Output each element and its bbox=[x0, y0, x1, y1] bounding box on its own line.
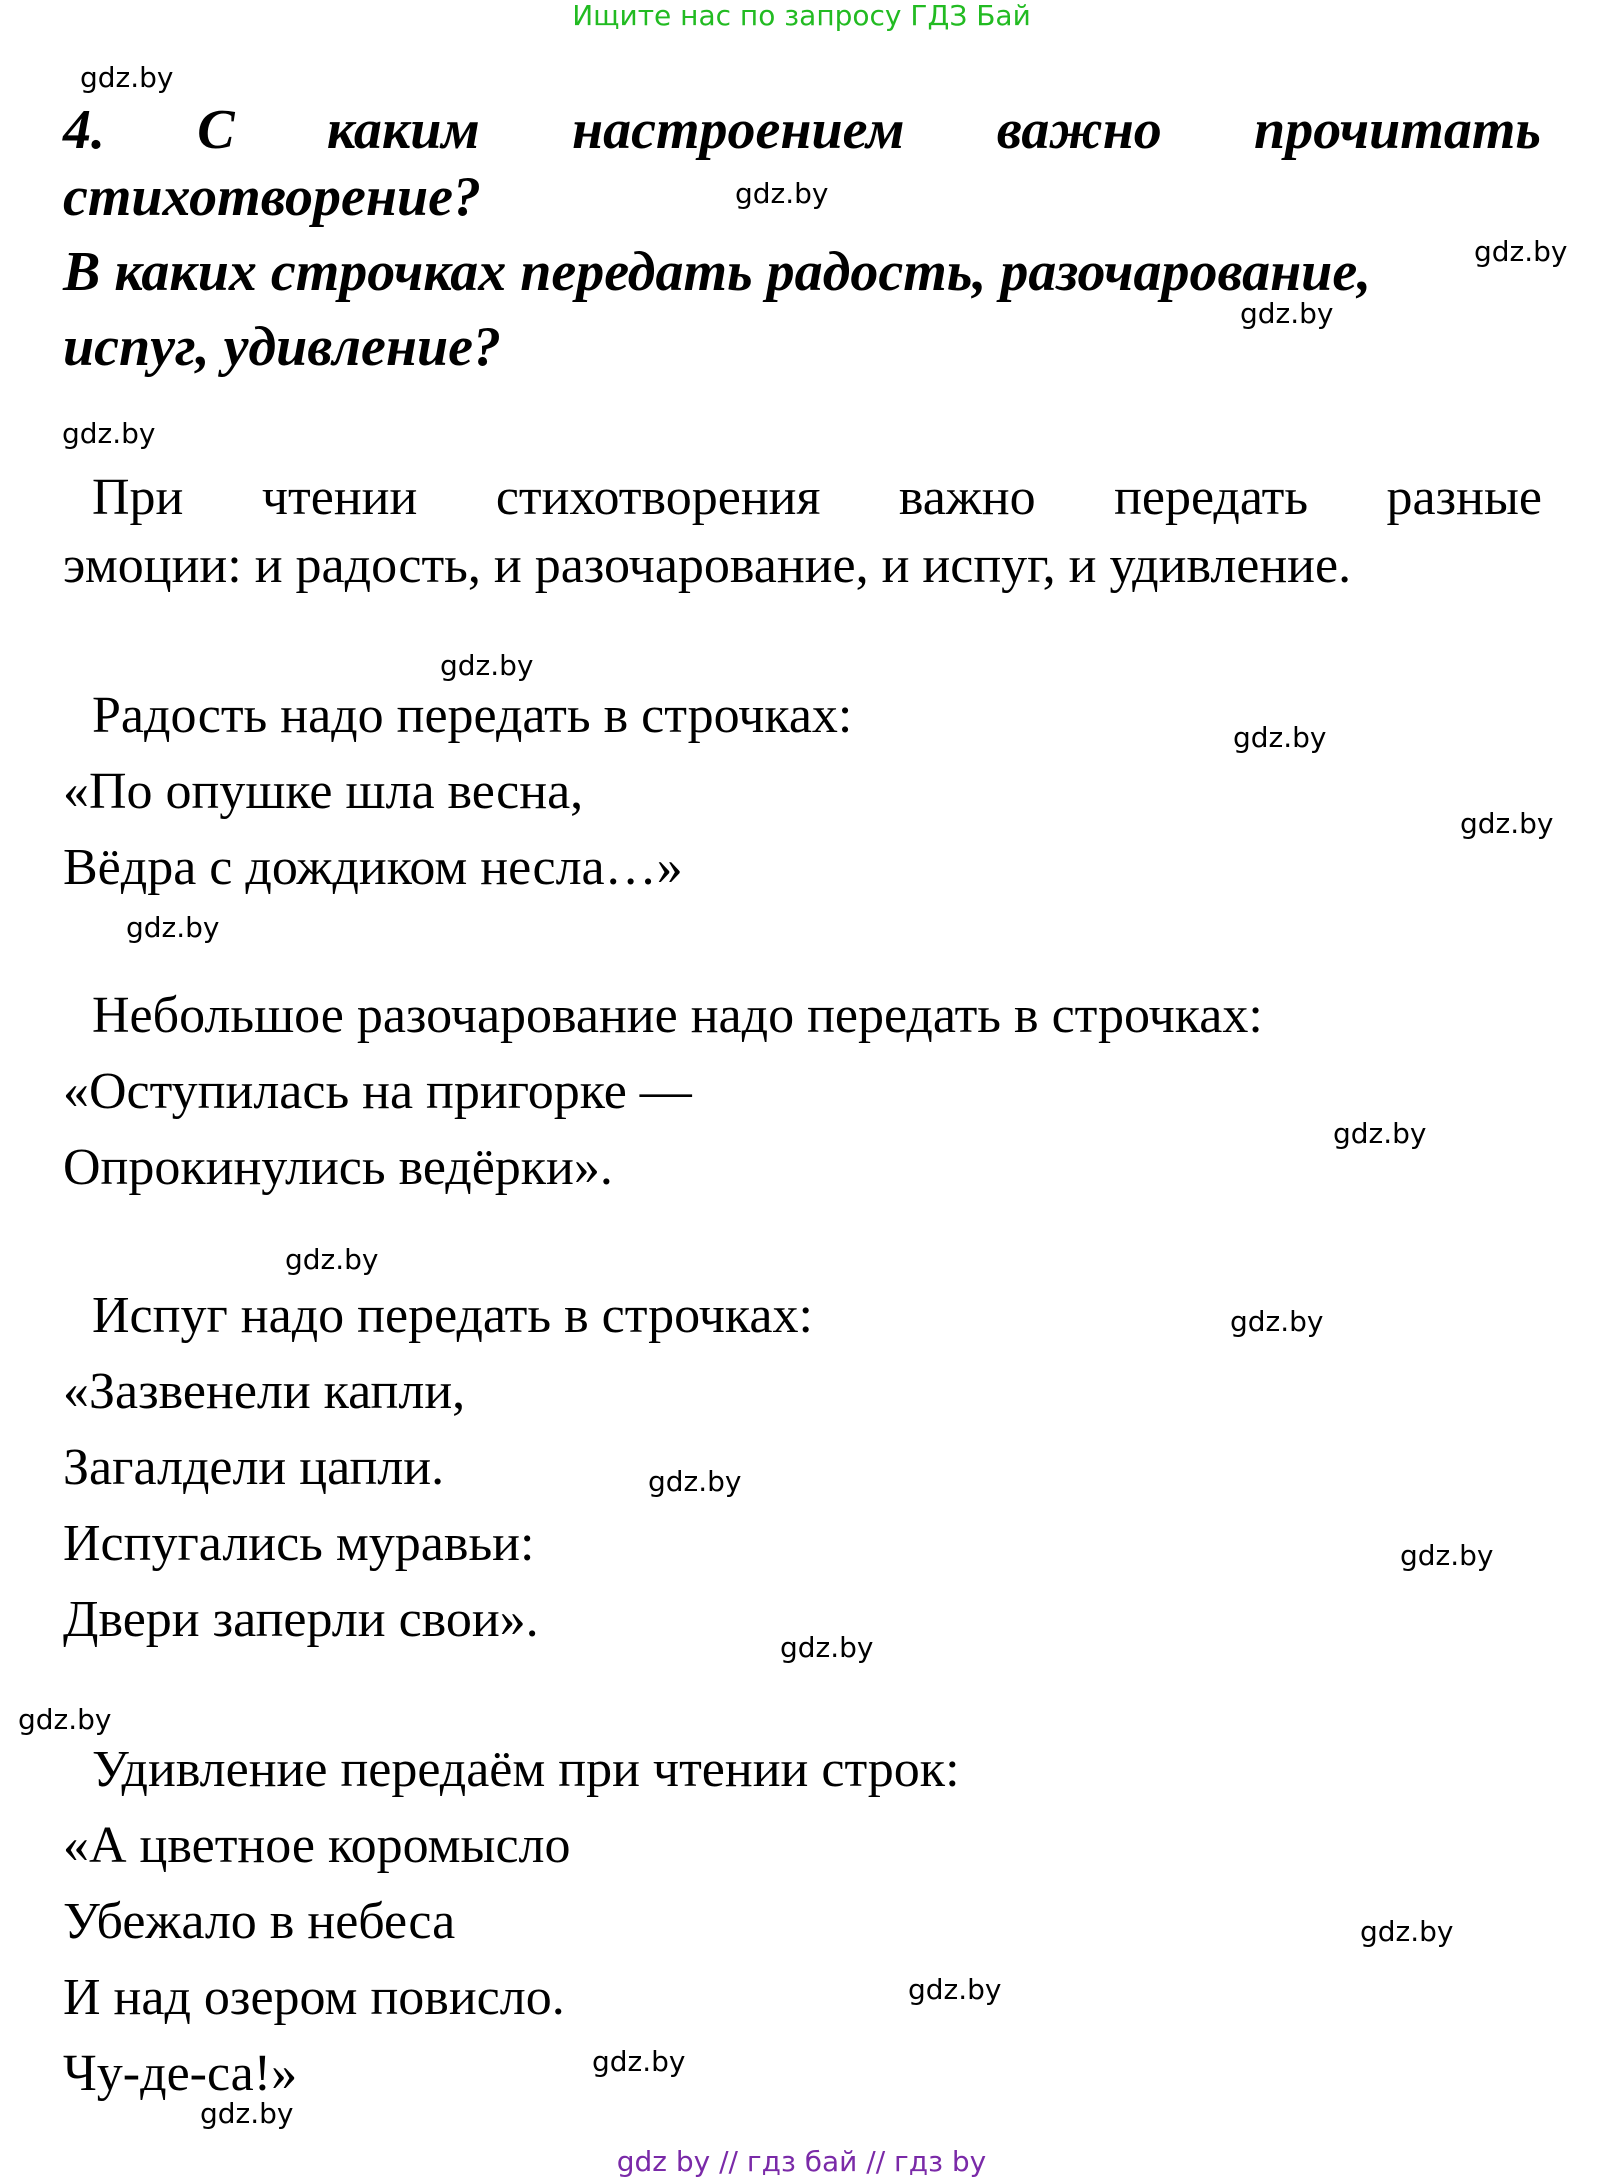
question-word: важно bbox=[996, 99, 1162, 161]
watermark: gdz.by bbox=[908, 1973, 1002, 2006]
question-word: каким bbox=[326, 99, 480, 161]
question-line-4: испуг, удивление? bbox=[63, 316, 501, 378]
watermark: gdz.by bbox=[80, 61, 174, 94]
intro-word: важно bbox=[898, 469, 1036, 526]
watermark: gdz.by bbox=[1333, 1117, 1427, 1150]
watermark: gdz.by bbox=[200, 2097, 294, 2130]
poem-line: Опрокинулись ведёрки». bbox=[63, 1139, 613, 1196]
intro-word: При bbox=[92, 469, 184, 526]
top-banner: Ищите нас по запросу ГДЗ Бай bbox=[572, 0, 1031, 32]
question-word: прочитать bbox=[1254, 99, 1541, 161]
intro-line-2: эмоции: и радость, и разочарование, и испуг, и удивление. bbox=[63, 537, 1352, 594]
watermark: gdz.by bbox=[440, 649, 534, 682]
watermark: gdz.by bbox=[126, 911, 220, 944]
watermark: gdz.by bbox=[1400, 1539, 1494, 1572]
watermark: gdz.by bbox=[648, 1465, 742, 1498]
question-word: С bbox=[197, 99, 235, 161]
watermark: gdz.by bbox=[1240, 297, 1334, 330]
watermark: gdz.by bbox=[1460, 807, 1554, 840]
watermark: gdz.by bbox=[1360, 1915, 1454, 1948]
question-line-3: В каких строчках передать радость, разочарование, bbox=[63, 241, 1372, 303]
watermark: gdz.by bbox=[735, 177, 829, 210]
question-number: 4. bbox=[63, 99, 105, 161]
question-word: настроением bbox=[572, 99, 905, 161]
intro-word: разные bbox=[1386, 469, 1542, 526]
section-heading-surprise: Удивление передаём при чтении строк: bbox=[92, 1741, 960, 1798]
poem-line: Вёдра с дождиком несла…» bbox=[63, 839, 683, 896]
question-line-1 bbox=[63, 98, 1541, 162]
poem-line: «А цветное коромысло bbox=[63, 1817, 571, 1874]
poem-line: «Зазвенели капли, bbox=[63, 1363, 466, 1420]
watermark: gdz.by bbox=[1474, 235, 1568, 268]
poem-line: Испугались муравьи: bbox=[63, 1515, 535, 1572]
intro-word: стихотворения bbox=[495, 469, 821, 526]
watermark: gdz.by bbox=[285, 1243, 379, 1276]
poem-line: «По опушке шла весна, bbox=[63, 763, 584, 820]
poem-line: И над озером повисло. bbox=[63, 1969, 565, 2026]
watermark: gdz.by bbox=[592, 2045, 686, 2078]
poem-line: Двери заперли свои». bbox=[63, 1591, 539, 1648]
section-heading-joy: Радость надо передать в строчках: bbox=[92, 687, 853, 744]
watermark: gdz.by bbox=[18, 1703, 112, 1736]
poem-line: Убежало в небеса bbox=[63, 1893, 456, 1950]
footer-links: gdz by // гдз бай // гдз by bbox=[616, 2145, 987, 2178]
watermark: gdz.by bbox=[62, 417, 156, 450]
watermark: gdz.by bbox=[1230, 1305, 1324, 1338]
poem-line: «Оступилась на пригорке — bbox=[63, 1063, 692, 1120]
poem-line: Чу-де-са!» bbox=[63, 2045, 298, 2102]
intro-line-1 bbox=[92, 468, 1542, 528]
poem-line: Загалдели цапли. bbox=[63, 1439, 445, 1496]
watermark: gdz.by bbox=[780, 1631, 874, 1664]
intro-word: чтении bbox=[261, 469, 418, 526]
section-heading-disappointment: Небольшое разочарование надо передать в строчках: bbox=[92, 987, 1263, 1044]
watermark: gdz.by bbox=[1233, 721, 1327, 754]
question-line-2: стихотворение? bbox=[63, 166, 481, 228]
section-heading-fear: Испуг надо передать в строчках: bbox=[92, 1287, 813, 1344]
intro-word: передать bbox=[1114, 469, 1309, 526]
